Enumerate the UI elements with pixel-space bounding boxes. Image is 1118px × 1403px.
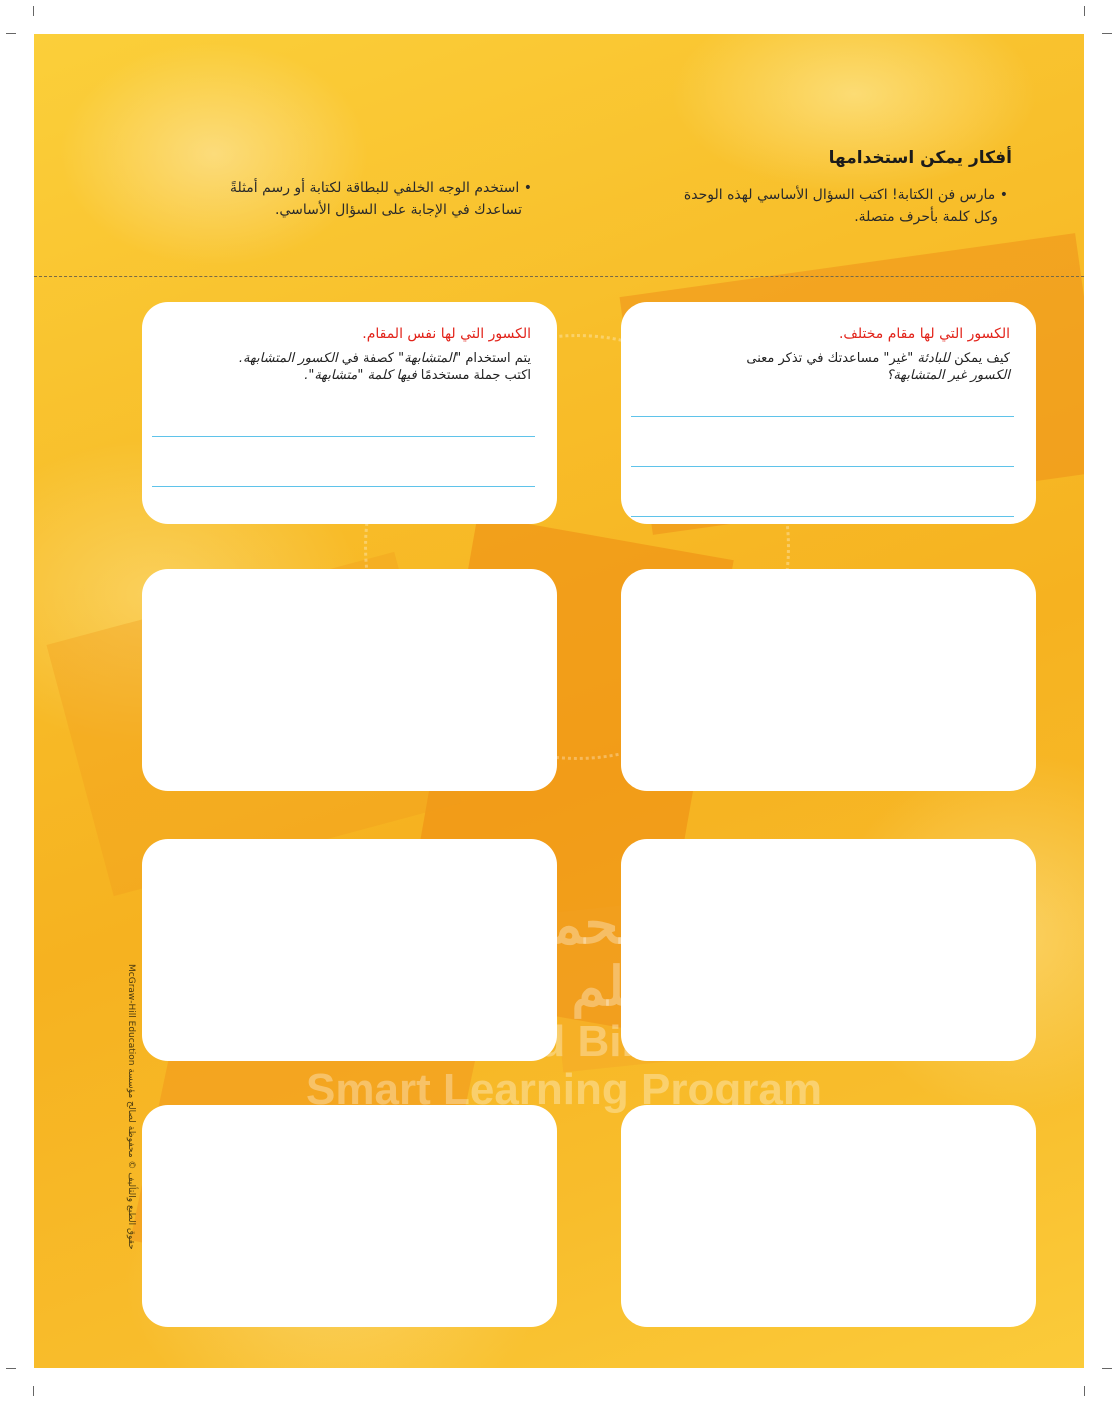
watermark bbox=[284, 894, 844, 1114]
text-italic: للبادئة bbox=[917, 351, 950, 366]
card-title: الكسور التي لها نفس المقام. bbox=[362, 326, 531, 342]
text-italic: الكسور المتشابهة. bbox=[238, 351, 338, 366]
foldable-sheet bbox=[34, 34, 1084, 1368]
card-like-denominators[interactable] bbox=[142, 302, 557, 524]
text: اكتب جملة مستخدمًا bbox=[416, 368, 531, 383]
prompt-line bbox=[647, 367, 1010, 384]
watermark-arabic: للتعلم الذكي bbox=[425, 957, 702, 1017]
crop-mark-bottom-right-v bbox=[1084, 1386, 1085, 1396]
writing-line[interactable] bbox=[631, 466, 1014, 467]
card-prompt bbox=[647, 350, 1010, 384]
text-italic: المتشابهة bbox=[404, 351, 456, 366]
crop-mark-top-right-v bbox=[1084, 6, 1085, 16]
writing-line[interactable] bbox=[152, 486, 535, 487]
crop-mark-top-left bbox=[6, 33, 16, 34]
card-title: الكسور التي لها مقام مختلف. bbox=[838, 326, 1010, 342]
card-blank[interactable] bbox=[621, 569, 1036, 791]
card-blank[interactable] bbox=[142, 1105, 557, 1327]
crop-mark-bottom-right bbox=[1102, 1368, 1112, 1369]
crop-mark-bottom-left bbox=[6, 1368, 16, 1369]
tip-practice-writing bbox=[578, 184, 1008, 228]
crop-mark-bottom-left-v bbox=[33, 1386, 34, 1396]
watermark-arabic: برنامج محمد بن راشد bbox=[324, 895, 804, 955]
text: يتم استخدام " bbox=[455, 351, 531, 366]
card-blank[interactable] bbox=[621, 1105, 1036, 1327]
crop-mark-top-right bbox=[1102, 33, 1112, 34]
text: كيف يمكن bbox=[949, 351, 1010, 366]
copyright-credit: McGraw-Hill Education حقوق الطبع والتأليف © محفوظة لصالح مؤسسة bbox=[126, 964, 136, 1250]
card-unlike-denominators[interactable] bbox=[621, 302, 1036, 524]
prompt-line bbox=[168, 367, 531, 384]
writing-line[interactable] bbox=[631, 416, 1014, 417]
prompt-line bbox=[647, 350, 1010, 367]
text: " كصفة في bbox=[337, 351, 405, 366]
tip-use-back bbox=[132, 177, 532, 221]
card-prompt bbox=[168, 350, 531, 384]
text-italic: الكسور غير المتشابهة؟ bbox=[886, 368, 1010, 383]
crop-mark-top-left-v bbox=[33, 6, 34, 16]
tip-line: • مارس فن الكتابة! اكتب السؤال الأساسي لهذه الوحدة bbox=[683, 187, 1008, 203]
tip-line: وكل كلمة بأحرف متصلة. bbox=[854, 209, 998, 225]
watermark-english: Mohammed Bin Rashid bbox=[320, 1017, 808, 1066]
tip-line: تساعدك في الإجابة على السؤال الأساسي. bbox=[274, 202, 522, 218]
dashed-cut-line bbox=[34, 276, 1084, 277]
card-blank[interactable] bbox=[142, 569, 557, 791]
watermark-english: Smart Learning Program bbox=[306, 1065, 822, 1114]
text-italic: فيها كلمة "متشابهة". bbox=[304, 368, 417, 383]
tip-line: • استخدم الوجه الخلفي للبطاقة لكتابة أو رسم أمثلةً bbox=[229, 180, 532, 196]
prompt-line bbox=[168, 350, 531, 367]
ideas-heading: أفكار يمكن استخدامها bbox=[828, 148, 1012, 168]
writing-line[interactable] bbox=[152, 436, 535, 437]
writing-line[interactable] bbox=[631, 516, 1014, 517]
text: "غير" مساعدتك في تذكر معنى bbox=[746, 351, 918, 366]
